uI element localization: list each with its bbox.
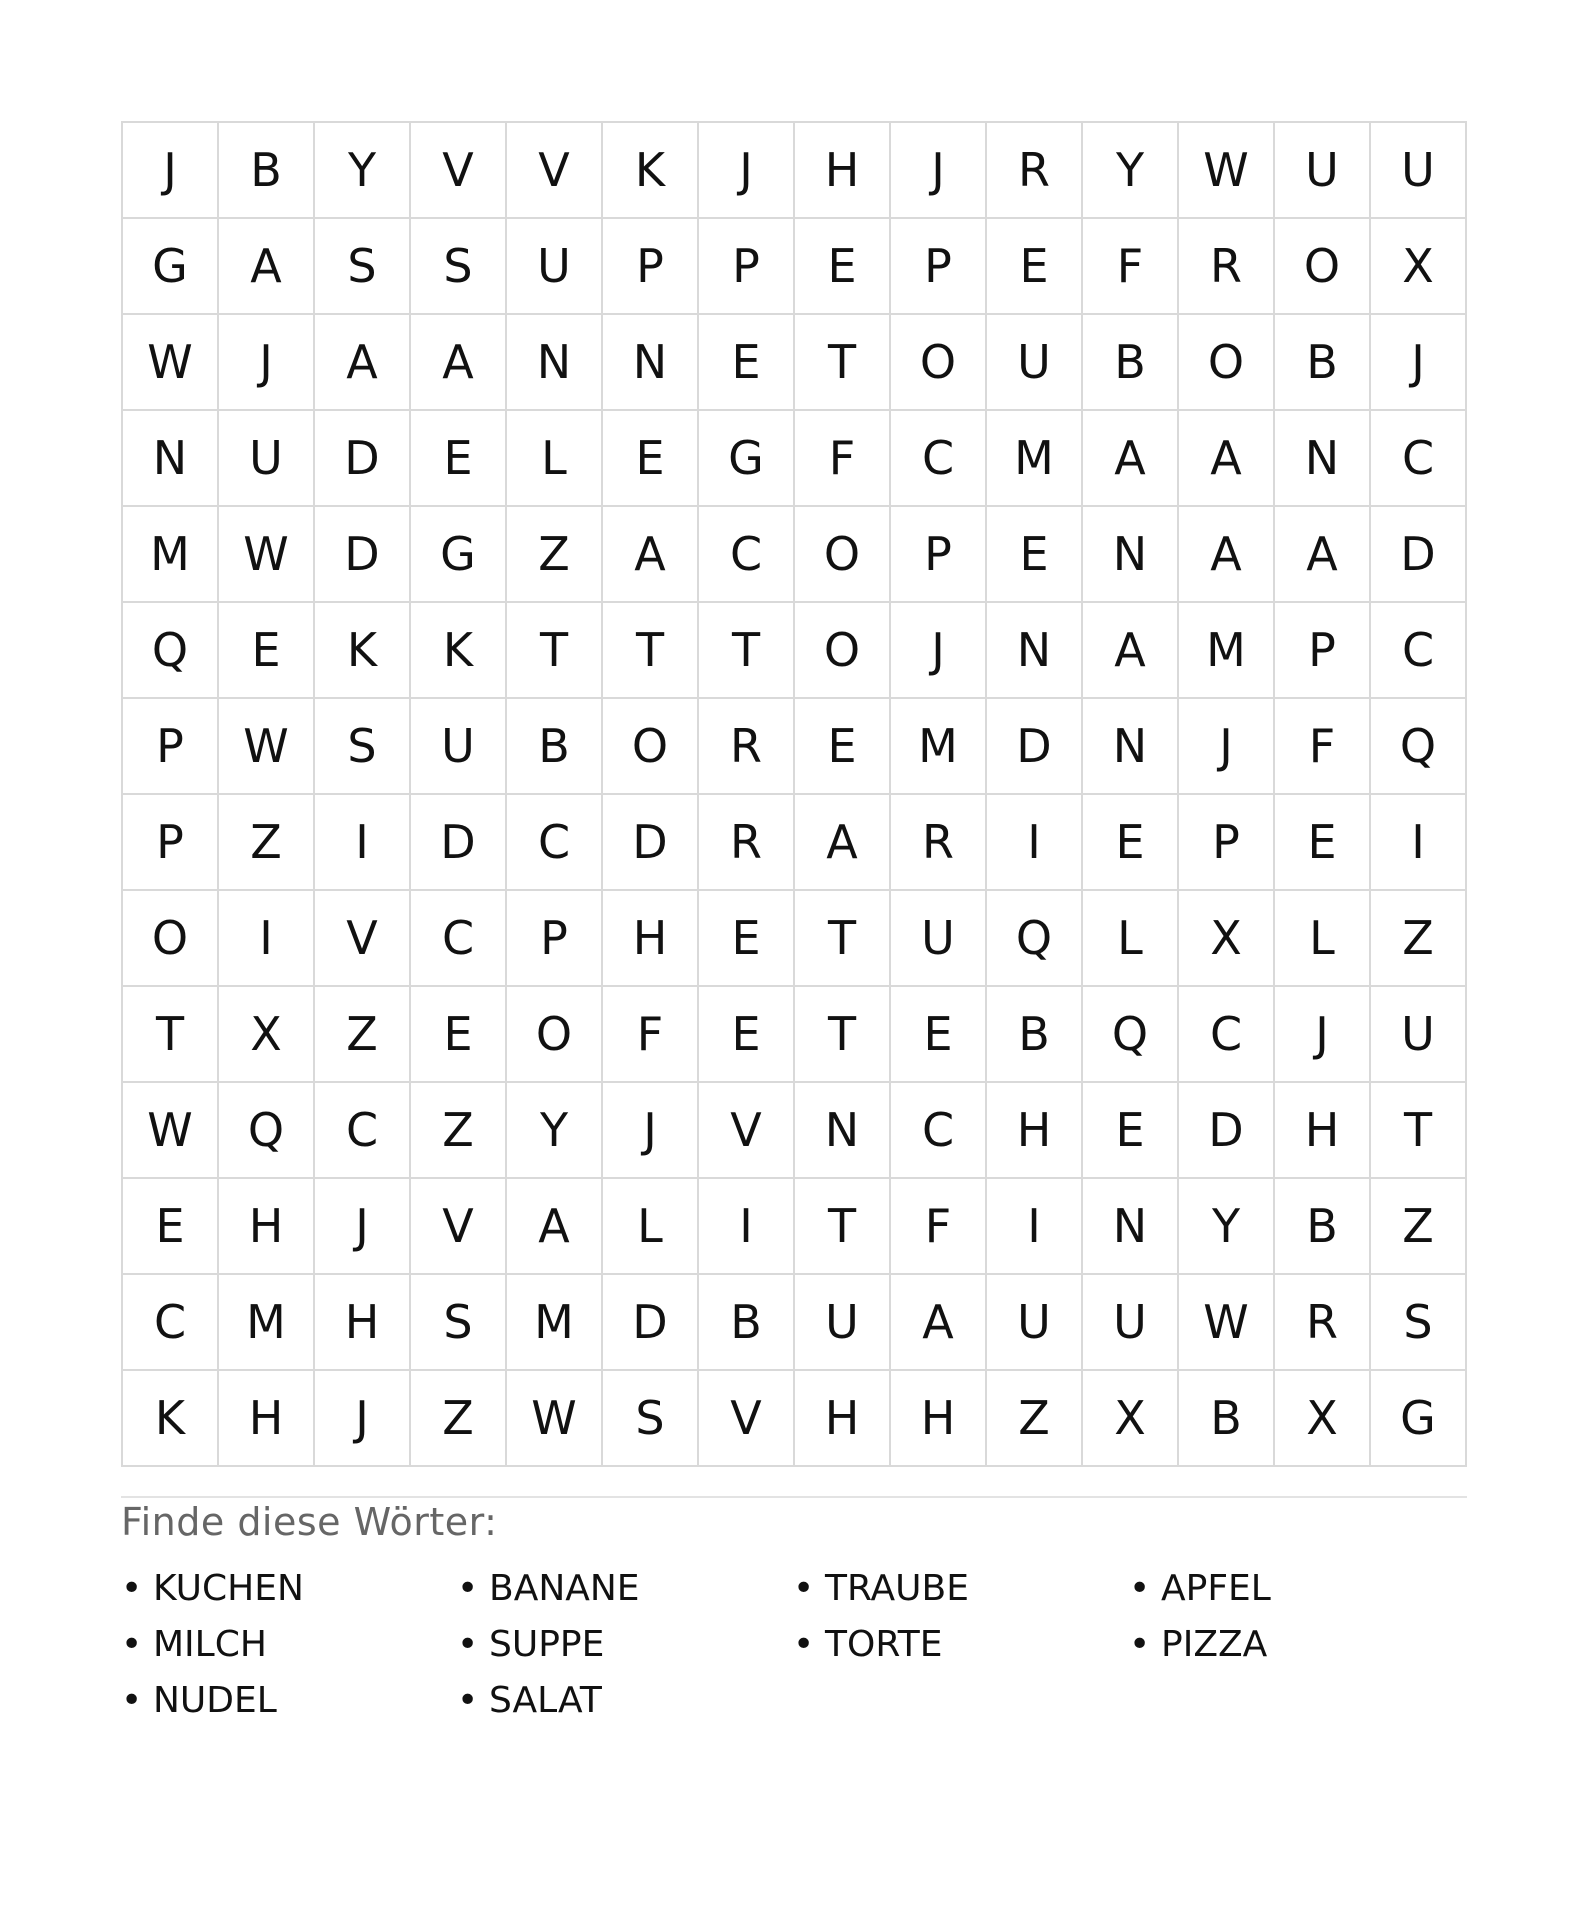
grid-cell[interactable]: I — [1371, 795, 1467, 891]
grid-cell[interactable]: B — [1179, 1371, 1275, 1467]
grid-cell[interactable]: U — [795, 1275, 891, 1371]
grid-cell[interactable]: X — [1083, 1371, 1179, 1467]
grid-cell[interactable]: T — [795, 1179, 891, 1275]
grid-cell[interactable]: Y — [1083, 123, 1179, 219]
grid-cell[interactable]: J — [1371, 315, 1467, 411]
grid-cell[interactable]: O — [603, 699, 699, 795]
grid-cell[interactable]: N — [1083, 1179, 1179, 1275]
grid-cell[interactable]: N — [795, 1083, 891, 1179]
grid-cell[interactable]: C — [891, 411, 987, 507]
grid-cell[interactable]: J — [123, 123, 219, 219]
grid-cell[interactable]: B — [219, 123, 315, 219]
grid-cell[interactable]: P — [1179, 795, 1275, 891]
grid-cell[interactable]: V — [315, 891, 411, 987]
grid-cell[interactable]: A — [1179, 411, 1275, 507]
grid-cell[interactable]: A — [795, 795, 891, 891]
grid-cell[interactable]: I — [987, 1179, 1083, 1275]
grid-cell[interactable]: H — [795, 123, 891, 219]
grid-cell[interactable]: F — [891, 1179, 987, 1275]
word-label: NUDEL — [153, 1679, 277, 1721]
grid-cell[interactable]: E — [1083, 1083, 1179, 1179]
grid-cell[interactable]: O — [1179, 315, 1275, 411]
grid-cell[interactable]: P — [507, 891, 603, 987]
grid-cell[interactable]: J — [315, 1371, 411, 1467]
grid-cell[interactable]: U — [1371, 987, 1467, 1083]
word-list-item — [457, 1672, 793, 1728]
word-label: APFEL — [1161, 1567, 1271, 1609]
grid-cell[interactable]: K — [123, 1371, 219, 1467]
word-label: KUCHEN — [153, 1567, 304, 1609]
grid-cell[interactable]: S — [315, 699, 411, 795]
grid-cell[interactable]: I — [315, 795, 411, 891]
bullet: • — [1129, 1623, 1151, 1665]
bullet: • — [457, 1679, 479, 1721]
grid-cell[interactable]: T — [795, 891, 891, 987]
word-list-item — [457, 1560, 793, 1616]
word-list-item — [457, 1616, 793, 1672]
grid-cell[interactable]: T — [699, 603, 795, 699]
grid-cell[interactable]: O — [795, 603, 891, 699]
grid-cell[interactable]: W — [123, 315, 219, 411]
word-list-item — [793, 1560, 1129, 1616]
grid-cell[interactable]: J — [891, 123, 987, 219]
grid-cell[interactable]: E — [1275, 795, 1371, 891]
grid-cell[interactable]: Z — [219, 795, 315, 891]
grid-cell[interactable]: X — [1275, 1371, 1371, 1467]
grid-cell[interactable]: H — [219, 1371, 315, 1467]
grid-cell[interactable]: E — [891, 987, 987, 1083]
grid-cell[interactable]: A — [219, 219, 315, 315]
grid-cell[interactable]: C — [507, 795, 603, 891]
grid-cell[interactable]: M — [1179, 603, 1275, 699]
grid-cell[interactable]: P — [891, 219, 987, 315]
word-list-item — [793, 1616, 1129, 1672]
grid-cell[interactable]: Y — [315, 123, 411, 219]
grid-cell[interactable]: D — [411, 795, 507, 891]
bullet: • — [121, 1623, 143, 1665]
grid-cell[interactable]: D — [603, 795, 699, 891]
grid-cell[interactable]: R — [699, 795, 795, 891]
word-label: SALAT — [489, 1679, 602, 1721]
grid-cell[interactable]: P — [603, 219, 699, 315]
grid-cell[interactable]: Q — [1371, 699, 1467, 795]
grid-cell[interactable]: U — [987, 315, 1083, 411]
grid-cell[interactable]: E — [699, 315, 795, 411]
grid-cell[interactable]: S — [411, 219, 507, 315]
grid-cell[interactable]: R — [1275, 1275, 1371, 1371]
grid-cell[interactable]: M — [507, 1275, 603, 1371]
grid-cell[interactable]: V — [411, 1179, 507, 1275]
grid-cell[interactable]: L — [603, 1179, 699, 1275]
word-label: SUPPE — [489, 1623, 605, 1665]
grid-cell[interactable]: D — [1371, 507, 1467, 603]
grid-cell[interactable]: E — [795, 699, 891, 795]
bullet: • — [457, 1623, 479, 1665]
grid-cell[interactable]: X — [1371, 219, 1467, 315]
grid-cell[interactable]: Q — [1083, 987, 1179, 1083]
grid-cell[interactable]: T — [795, 987, 891, 1083]
grid-cell[interactable]: F — [1275, 699, 1371, 795]
grid-cell[interactable]: K — [315, 603, 411, 699]
grid-cell[interactable]: C — [699, 507, 795, 603]
grid-cell[interactable]: W — [219, 699, 315, 795]
grid-cell[interactable]: N — [1275, 411, 1371, 507]
grid-cell[interactable]: U — [219, 411, 315, 507]
grid-cell[interactable]: L — [1275, 891, 1371, 987]
grid-cell[interactable]: S — [1371, 1275, 1467, 1371]
grid-cell[interactable]: B — [1275, 1179, 1371, 1275]
grid-cell[interactable]: E — [987, 507, 1083, 603]
bullet: • — [1129, 1567, 1151, 1609]
grid-cell[interactable]: I — [987, 795, 1083, 891]
grid-cell[interactable]: I — [699, 1179, 795, 1275]
grid-cell[interactable]: O — [123, 891, 219, 987]
grid-cell[interactable]: X — [219, 987, 315, 1083]
grid-cell[interactable]: D — [987, 699, 1083, 795]
grid-cell[interactable]: Q — [123, 603, 219, 699]
grid-cell[interactable]: A — [507, 1179, 603, 1275]
grid-cell[interactable]: F — [1083, 219, 1179, 315]
grid-cell[interactable]: B — [1275, 315, 1371, 411]
grid-cell[interactable]: Z — [507, 507, 603, 603]
grid-cell[interactable]: W — [1179, 1275, 1275, 1371]
grid-cell[interactable]: U — [1371, 123, 1467, 219]
grid-cell[interactable]: E — [603, 411, 699, 507]
grid-cell[interactable]: H — [795, 1371, 891, 1467]
grid-cell[interactable]: Q — [219, 1083, 315, 1179]
grid-cell[interactable]: Z — [411, 1371, 507, 1467]
grid-cell[interactable]: A — [1083, 603, 1179, 699]
grid-cell[interactable]: A — [315, 315, 411, 411]
grid-cell[interactable]: N — [1083, 507, 1179, 603]
word-label: BANANE — [489, 1567, 640, 1609]
grid-cell[interactable]: N — [1083, 699, 1179, 795]
grid-cell[interactable]: R — [987, 123, 1083, 219]
grid-cell[interactable]: D — [603, 1275, 699, 1371]
grid-cell[interactable]: J — [891, 603, 987, 699]
grid-cell[interactable]: G — [1371, 1371, 1467, 1467]
grid-cell[interactable]: S — [315, 219, 411, 315]
grid-cell[interactable]: T — [1371, 1083, 1467, 1179]
grid-cell[interactable]: B — [699, 1275, 795, 1371]
grid-cell[interactable]: B — [1083, 315, 1179, 411]
grid-cell[interactable]: F — [795, 411, 891, 507]
bullet: • — [121, 1567, 143, 1609]
grid-cell[interactable]: J — [1275, 987, 1371, 1083]
grid-cell[interactable]: U — [507, 219, 603, 315]
grid-cell[interactable]: J — [315, 1179, 411, 1275]
grid-cell[interactable]: E — [987, 219, 1083, 315]
bullet: • — [121, 1679, 143, 1721]
bullet: • — [793, 1567, 815, 1609]
word-list-item — [121, 1672, 457, 1728]
grid-cell[interactable]: Q — [987, 891, 1083, 987]
grid-cell[interactable]: V — [699, 1371, 795, 1467]
grid-cell[interactable]: D — [315, 411, 411, 507]
grid-cell[interactable]: W — [1179, 123, 1275, 219]
word-list-item — [121, 1560, 457, 1616]
bullet: • — [457, 1567, 479, 1609]
grid-cell[interactable]: C — [1371, 411, 1467, 507]
grid-cell[interactable]: L — [507, 411, 603, 507]
grid-cell[interactable]: T — [603, 603, 699, 699]
grid-cell[interactable]: H — [891, 1371, 987, 1467]
grid-cell[interactable]: U — [1275, 123, 1371, 219]
grid-cell[interactable]: E — [411, 987, 507, 1083]
grid-cell[interactable]: U — [987, 1275, 1083, 1371]
grid-cell[interactable]: V — [411, 123, 507, 219]
word-label: MILCH — [153, 1623, 267, 1665]
grid-cell[interactable]: S — [411, 1275, 507, 1371]
grid-cell[interactable]: E — [699, 987, 795, 1083]
grid-cell[interactable]: E — [699, 891, 795, 987]
grid-cell[interactable]: H — [1275, 1083, 1371, 1179]
grid-cell[interactable]: U — [411, 699, 507, 795]
grid-cell[interactable]: W — [219, 507, 315, 603]
grid-cell[interactable]: P — [699, 219, 795, 315]
word-label: TRAUBE — [825, 1567, 969, 1609]
grid-cell[interactable]: G — [123, 219, 219, 315]
grid-cell[interactable]: C — [1179, 987, 1275, 1083]
grid-cell[interactable]: O — [507, 987, 603, 1083]
grid-cell[interactable]: N — [987, 603, 1083, 699]
grid-cell[interactable]: O — [891, 315, 987, 411]
grid-cell[interactable]: H — [315, 1275, 411, 1371]
bullet: • — [793, 1623, 815, 1665]
grid-cell[interactable]: S — [603, 1371, 699, 1467]
grid-cell[interactable]: U — [891, 891, 987, 987]
word-list — [121, 1560, 1467, 1728]
divider — [121, 1496, 1467, 1498]
grid-cell[interactable]: O — [795, 507, 891, 603]
grid-cell[interactable]: A — [1275, 507, 1371, 603]
grid-cell[interactable]: Z — [315, 987, 411, 1083]
grid-cell[interactable]: G — [411, 507, 507, 603]
grid-cell[interactable]: M — [219, 1275, 315, 1371]
grid-cell[interactable]: R — [699, 699, 795, 795]
grid-cell[interactable]: T — [795, 315, 891, 411]
grid-cell[interactable]: R — [1179, 219, 1275, 315]
grid-cell[interactable]: J — [1179, 699, 1275, 795]
grid-cell[interactable]: H — [987, 1083, 1083, 1179]
grid-cell[interactable]: Z — [987, 1371, 1083, 1467]
grid-cell[interactable]: Y — [1179, 1179, 1275, 1275]
grid-cell[interactable]: P — [1275, 603, 1371, 699]
word-list-item — [1129, 1616, 1465, 1672]
grid-cell[interactable]: H — [219, 1179, 315, 1275]
word-list-item — [1129, 1560, 1465, 1616]
grid-cell[interactable]: L — [1083, 891, 1179, 987]
grid-cell[interactable]: V — [507, 123, 603, 219]
grid-cell[interactable]: J — [219, 315, 315, 411]
grid-cell[interactable]: K — [411, 603, 507, 699]
grid-cell[interactable]: C — [891, 1083, 987, 1179]
grid-cell[interactable]: M — [123, 507, 219, 603]
grid-cell[interactable]: Y — [507, 1083, 603, 1179]
word-label: TORTE — [825, 1623, 943, 1665]
grid-cell[interactable]: W — [507, 1371, 603, 1467]
grid-cell[interactable]: J — [699, 123, 795, 219]
grid-cell[interactable]: E — [123, 1179, 219, 1275]
grid-cell[interactable]: P — [123, 699, 219, 795]
grid-cell[interactable]: A — [603, 507, 699, 603]
grid-cell[interactable]: D — [315, 507, 411, 603]
grid-cell[interactable]: X — [1179, 891, 1275, 987]
grid-cell[interactable]: E — [795, 219, 891, 315]
grid-cell[interactable]: P — [123, 795, 219, 891]
grid-cell[interactable]: E — [1083, 795, 1179, 891]
grid-cell[interactable]: A — [411, 315, 507, 411]
word-list-item — [121, 1616, 457, 1672]
grid-cell[interactable]: O — [1275, 219, 1371, 315]
grid-cell[interactable]: N — [603, 315, 699, 411]
grid-cell[interactable]: C — [123, 1275, 219, 1371]
word-list-heading: Finde diese Wörter: — [121, 1500, 498, 1544]
word-label: PIZZA — [1161, 1623, 1268, 1665]
grid-cell[interactable]: T — [123, 987, 219, 1083]
grid-cell[interactable]: E — [411, 411, 507, 507]
grid-cell[interactable]: A — [891, 1275, 987, 1371]
grid-cell[interactable]: E — [219, 603, 315, 699]
grid-cell[interactable]: D — [1179, 1083, 1275, 1179]
grid-cell[interactable]: T — [507, 603, 603, 699]
grid-cell[interactable]: C — [315, 1083, 411, 1179]
grid-cell[interactable]: R — [891, 795, 987, 891]
letter-grid — [121, 121, 1467, 1467]
grid-cell[interactable]: F — [603, 987, 699, 1083]
grid-cell[interactable]: H — [603, 891, 699, 987]
grid-cell[interactable]: N — [123, 411, 219, 507]
grid-cell[interactable]: K — [603, 123, 699, 219]
grid-cell[interactable]: Z — [1371, 891, 1467, 987]
grid-cell[interactable]: V — [699, 1083, 795, 1179]
grid-cell[interactable]: P — [891, 507, 987, 603]
grid-cell[interactable]: B — [987, 987, 1083, 1083]
grid-cell[interactable]: C — [411, 891, 507, 987]
grid-cell[interactable]: B — [507, 699, 603, 795]
grid-cell[interactable]: G — [699, 411, 795, 507]
grid-cell[interactable]: W — [123, 1083, 219, 1179]
grid-cell[interactable]: A — [1083, 411, 1179, 507]
grid-cell[interactable]: Z — [411, 1083, 507, 1179]
grid-cell[interactable]: U — [1083, 1275, 1179, 1371]
grid-cell[interactable]: N — [507, 315, 603, 411]
grid-cell[interactable]: I — [219, 891, 315, 987]
grid-cell[interactable]: J — [603, 1083, 699, 1179]
grid-cell[interactable]: C — [1371, 603, 1467, 699]
grid-cell[interactable]: M — [987, 411, 1083, 507]
grid-cell[interactable]: A — [1179, 507, 1275, 603]
grid-cell[interactable]: Z — [1371, 1179, 1467, 1275]
grid-cell[interactable]: M — [891, 699, 987, 795]
